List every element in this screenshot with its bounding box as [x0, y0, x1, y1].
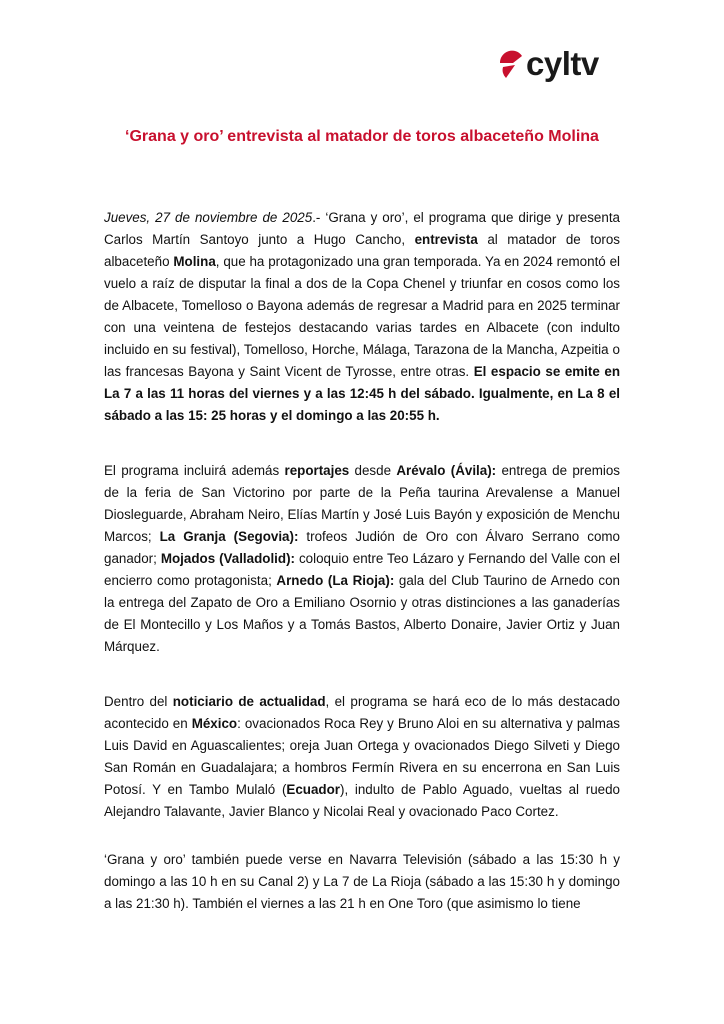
text-run: Dentro del: [104, 694, 173, 709]
text-run: coloquio entre Teo Lázaro y Fernando del Valle con el encierro como protagonista;: [104, 551, 620, 588]
paragraph-noticiario: [104, 691, 620, 823]
cyltv-logo-mark-icon: [497, 46, 525, 80]
text-run: gala del Club Taurino de Arnedo con la entrega del Zapato de Oro a Emiliano Osornio y otras distinciones a las ganaderías de El Montecillo y Los Maños y a Tomás Bastos, Alberto Donaire, Javier Ortiz y Juan Márquez.: [104, 573, 620, 654]
text-run: al matador de toros albaceteño: [104, 232, 620, 269]
text-run: : ovacionados Roca Rey y Bruno Aloi en su alternativa y palmas Luis David en Aguascalientes; oreja Juan Ortega y ovacionados Diego Silveti y Diego San Román en Guadalajara; a hombros Fermín Rivera en su encerrona en San Luis Potosí. Y en Tambo Mulaló (: [104, 716, 620, 797]
bold-run: Ecuador: [286, 782, 340, 797]
text-run: El programa incluirá además: [104, 463, 285, 478]
date-line: Jueves, 27 de noviembre de 2025: [104, 210, 313, 225]
text-run: desde: [349, 463, 397, 478]
text-run: ‘Grana y oro’ también puede verse en Navarra Televisión (sábado a las 15:30 h y domingo a las 10 h en su Canal 2) y La 7 de La Rioja (sábado a las 15:30 h y domingo a las 21:30 h). También el viernes a las 21 h en One Toro (que asimismo lo tiene: [104, 852, 620, 911]
paragraph-reportajes: [104, 460, 620, 658]
paragraph-intro: [104, 207, 620, 427]
bold-run: Mojados (Valladolid):: [160, 551, 295, 566]
bold-run: Molina: [173, 254, 216, 269]
text-run: ), indulto de Pablo Aguado, vueltas al ruedo Alejandro Talavante, Javier Blanco y Nicolai Real y ovacionado Paco Cortez.: [104, 782, 620, 819]
bold-run: reportajes: [284, 463, 350, 478]
text-run: .- ‘Grana y oro’, el programa que dirige y presenta Carlos Martín Santoyo junto a Hugo Cancho,: [104, 210, 620, 247]
text-run: trofeos Judión de Oro con Álvaro Serrano como ganador;: [104, 529, 620, 566]
bold-run: entrevista: [414, 232, 478, 247]
article-title: ‘Grana y oro’ entrevista al matador de toros albaceteño Molina: [125, 128, 599, 145]
bold-run: México: [191, 716, 238, 731]
broadcast-schedule: El espacio se emite en La 7 a las 11 horas del viernes y a las 12:45 h del sábado. Igualmente, en La 8 el sábado a las 15: 25 horas y el domingo a las 20:55 h.: [104, 364, 621, 423]
cyltv-logo: [497, 44, 617, 88]
bold-run: noticiario de actualidad: [172, 694, 326, 709]
bold-run: Arévalo (Ávila):: [396, 463, 497, 478]
text-run: , que ha protagonizado una gran temporada. Ya en 2024 remontó el vuelo a raíz de disputar la final a dos de la Copa Chenel y triunfar en cosos como los de Albacete, Tomelloso o Bayona además de regresar a Madrid para en 2025 terminar con una veintena de festejos destacando varias tardes en Albacete (con indulto incluido en su festival), Tomelloso, Horche, Málaga, Tarazona de la Mancha, Azpeitia o las francesas Bayona y Saint Vicent de Tyrosse, entre otras.: [104, 254, 620, 379]
bold-run: La Granja (Segovia):: [159, 529, 299, 544]
cyltv-logo-text: cyltv: [526, 45, 599, 82]
text-run: entrega de premios de la feria de San Victorino por parte de la Peña taurina Arevalense a Manuel Diosleguarde, Abraham Neiro, Elías Martín y José Luis Bayón y exposición de Menchu Marcos;: [104, 463, 620, 544]
text-run: , el programa se hará eco de lo más destacado acontecido en: [104, 694, 620, 731]
bold-run: Arnedo (La Rioja):: [276, 573, 395, 588]
paragraph-other-channels: [104, 849, 620, 915]
